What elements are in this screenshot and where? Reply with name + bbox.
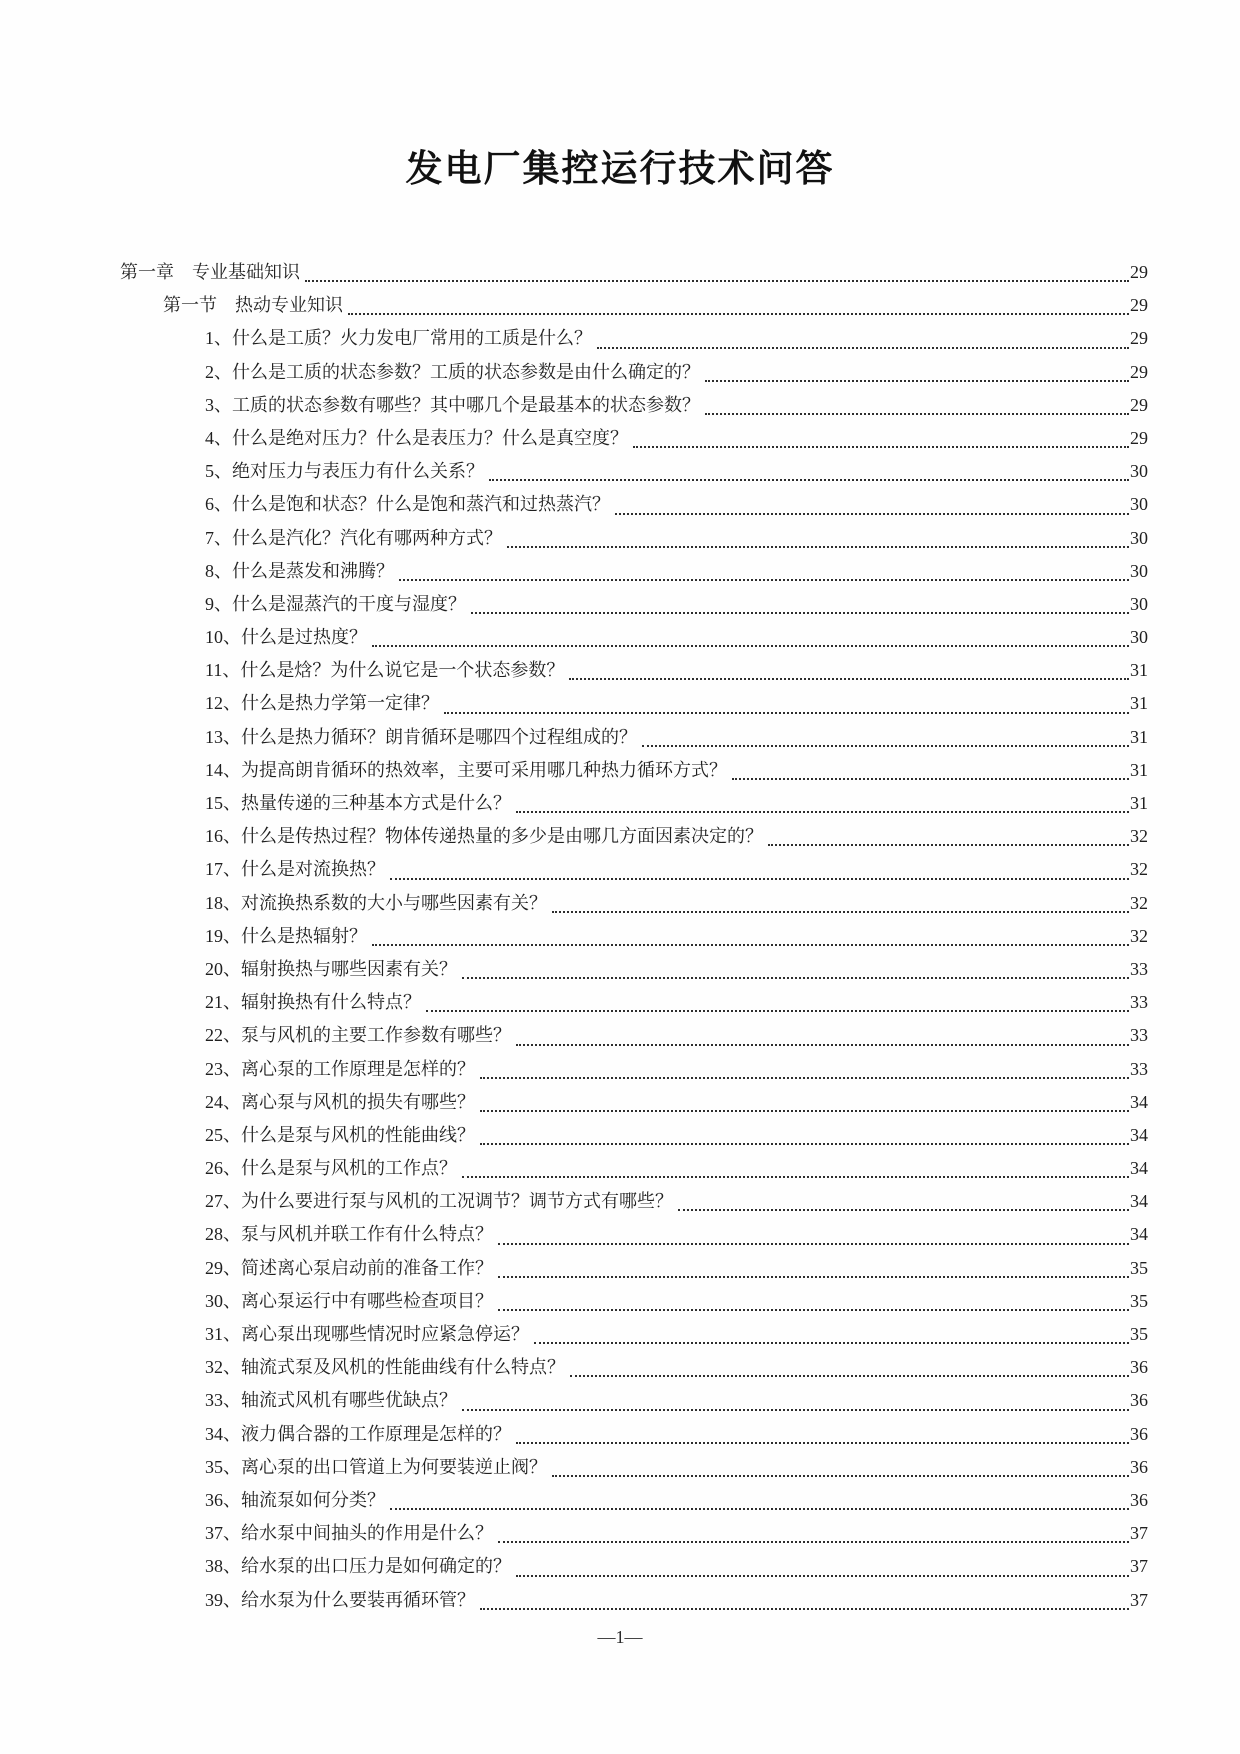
toc-entry-number: 10、: [205, 627, 241, 648]
toc-entry[interactable]: [120, 654, 1148, 687]
toc-entry-title: 离心泵的工作原理是怎样的？: [241, 1058, 475, 1079]
dot-leader: [399, 579, 1129, 581]
toc-entry-number: 17、: [205, 859, 241, 880]
dot-leader: [480, 1077, 1129, 1079]
dot-leader: [597, 347, 1129, 349]
toc-entry[interactable]: [120, 389, 1148, 422]
dot-leader: [390, 1508, 1129, 1510]
toc-entry[interactable]: [120, 687, 1148, 720]
toc-page-number: 29: [1130, 295, 1148, 316]
toc-entry[interactable]: [120, 853, 1148, 886]
toc-entry-number: 28、: [205, 1224, 241, 1245]
toc-page-number: 35: [1130, 1290, 1148, 1311]
dot-leader: [498, 1276, 1129, 1278]
toc-entry-number: 26、: [205, 1158, 241, 1179]
dot-leader: [516, 1044, 1129, 1046]
dot-leader: [552, 1475, 1129, 1477]
toc-entry[interactable]: [120, 1318, 1148, 1351]
toc-entry-number: 30、: [205, 1290, 241, 1311]
toc-page-number: 37: [1130, 1523, 1148, 1544]
toc-entry-number: 22、: [205, 1025, 241, 1046]
toc-entry-title: 什么是绝对压力？什么是表压力？什么是真空度？: [232, 427, 628, 448]
toc-entry-title: 轴流式风机有哪些优缺点？: [241, 1390, 457, 1411]
toc-entry[interactable]: [120, 1351, 1148, 1384]
toc-entry-number: 6、: [205, 494, 232, 515]
toc-entry-number: 35、: [205, 1456, 241, 1477]
toc-entry[interactable]: [120, 356, 1148, 389]
dot-leader: [305, 280, 1129, 282]
toc-page-number: 36: [1130, 1357, 1148, 1378]
toc-entry-title: 什么是汽化？汽化有哪两种方式？: [232, 527, 502, 548]
dot-leader: [516, 1442, 1129, 1444]
toc-entry-title: 给水泵的出口压力是如何确定的？: [241, 1556, 511, 1577]
toc-entry-title: 对流换热系数的大小与哪些因素有关？: [241, 892, 547, 913]
toc-entry[interactable]: [120, 1584, 1148, 1617]
toc-page-number: 32: [1130, 859, 1148, 880]
toc-page-number: 36: [1130, 1423, 1148, 1444]
toc-entry-title: 为什么要进行泵与风机的工况调节？调节方式有哪些？: [241, 1191, 673, 1212]
toc-page-number: 29: [1130, 361, 1148, 382]
toc-entry[interactable]: [120, 1152, 1148, 1185]
toc-entry-number: 24、: [205, 1091, 241, 1112]
toc-page-number: 34: [1130, 1191, 1148, 1212]
toc-entry[interactable]: [120, 1053, 1148, 1086]
toc-entry-title: 离心泵的出口管道上为何要装逆止阀？: [241, 1456, 547, 1477]
toc-entry-title: 轴流式泵及风机的性能曲线有什么特点？: [241, 1357, 565, 1378]
dot-leader: [348, 313, 1129, 315]
toc-entry[interactable]: [120, 1185, 1148, 1218]
toc-entry-number: 23、: [205, 1058, 241, 1079]
toc-entry[interactable]: [120, 555, 1148, 588]
toc-entry-number: 1、: [205, 328, 232, 349]
toc-entry-title: 什么是焓？为什么说它是一个状态参数？: [240, 660, 565, 681]
toc-entry-number: 20、: [205, 958, 241, 979]
dot-leader: [768, 844, 1129, 846]
toc-page-number: 30: [1130, 593, 1148, 614]
toc-entry-title: 专业基础知识: [192, 262, 300, 282]
toc-entry[interactable]: [120, 588, 1148, 621]
toc-entry-number: 25、: [205, 1124, 241, 1145]
dot-leader: [570, 1375, 1129, 1377]
toc-entry[interactable]: [120, 1418, 1148, 1451]
toc-entry[interactable]: [120, 289, 1148, 322]
toc-page-number: 34: [1130, 1158, 1148, 1179]
dot-leader: [633, 446, 1129, 448]
dot-leader: [498, 1309, 1129, 1311]
toc-entry-title: 离心泵与风机的损失有哪些？: [241, 1091, 475, 1112]
dot-leader: [569, 678, 1129, 680]
toc-entry-title: 辐射换热与哪些因素有关？: [241, 958, 457, 979]
toc-entry[interactable]: [120, 1119, 1148, 1152]
toc-entry-number: 2、: [205, 361, 232, 382]
toc-entry-number: 14、: [205, 759, 241, 780]
toc-entry-number: 第一节: [163, 295, 217, 316]
toc-entry-number: 5、: [205, 461, 232, 482]
toc-page-number: 29: [1130, 427, 1148, 448]
dot-leader: [372, 645, 1129, 647]
toc-entry[interactable]: [120, 986, 1148, 1019]
toc-entry-title: 什么是湿蒸汽的干度与湿度？: [232, 593, 466, 614]
toc-entry[interactable]: [120, 1517, 1148, 1550]
dot-leader: [426, 1010, 1129, 1012]
toc-entry-number: 27、: [205, 1191, 241, 1212]
toc-entry[interactable]: [120, 488, 1148, 521]
toc-entry[interactable]: [120, 1252, 1148, 1285]
toc-entry-title: 什么是传热过程？物体传递热量的多少是由哪几方面因素决定的？: [241, 826, 763, 847]
toc-entry-title: 什么是热力循环？朗肯循环是哪四个过程组成的？: [241, 726, 637, 747]
toc-entry-number: 34、: [205, 1423, 241, 1444]
toc-list: [120, 256, 1148, 1617]
toc-entry-title: 泵与风机的主要工作参数有哪些？: [241, 1025, 511, 1046]
dot-leader: [498, 1541, 1129, 1543]
toc-entry-number: 7、: [205, 527, 232, 548]
toc-entry-number: 11、: [205, 660, 241, 681]
toc-entry-title: 热动专业知识: [235, 295, 343, 316]
toc-entry[interactable]: [120, 787, 1148, 820]
toc-entry-number: 第一章: [120, 262, 174, 282]
toc-entry-number: 38、: [205, 1556, 241, 1577]
toc-entry[interactable]: [120, 1550, 1148, 1583]
toc-entry[interactable]: [120, 1451, 1148, 1484]
toc-entry[interactable]: [120, 953, 1148, 986]
toc-entry[interactable]: [120, 522, 1148, 555]
toc-page-number: 32: [1130, 892, 1148, 913]
toc-page-number: 31: [1130, 726, 1148, 747]
toc-entry-number: 4、: [205, 427, 232, 448]
document-title: 发电厂集控运行技术问答: [405, 149, 835, 190]
toc-entry-title: 什么是泵与风机的工作点？: [241, 1158, 457, 1179]
dot-leader: [444, 712, 1129, 714]
toc-entry-title: 绝对压力与表压力有什么关系？: [232, 461, 484, 482]
toc-entry[interactable]: [120, 455, 1148, 488]
toc-entry[interactable]: [120, 322, 1148, 355]
dot-leader: [480, 1608, 1129, 1610]
toc-page-number: 37: [1130, 1589, 1148, 1610]
toc-page-number: 34: [1130, 1091, 1148, 1112]
toc-entry-number: 3、: [205, 394, 232, 415]
toc-page-number: 36: [1130, 1456, 1148, 1477]
toc-entry-title: 什么是蒸发和沸腾？: [232, 560, 394, 581]
toc-page-number: 35: [1130, 1257, 1148, 1278]
toc-entry[interactable]: [120, 1019, 1148, 1052]
toc-page-number: 30: [1130, 461, 1148, 482]
toc-entry-title: 什么是热辐射？: [241, 925, 367, 946]
toc-entry[interactable]: [120, 256, 1148, 289]
dot-leader: [516, 1575, 1129, 1577]
toc-page-number: 30: [1130, 494, 1148, 515]
toc-page-number: 32: [1130, 826, 1148, 847]
toc-entry-title: 轴流泵如何分类？: [241, 1489, 385, 1510]
toc-entry-title: 液力偶合器的工作原理是怎样的？: [241, 1423, 511, 1444]
dot-leader: [462, 977, 1129, 979]
toc-entry[interactable]: [120, 422, 1148, 455]
dot-leader: [705, 413, 1129, 415]
toc-entry-title: 泵与风机并联工作有什么特点？: [241, 1224, 493, 1245]
toc-entry-title: 辐射换热有什么特点？: [241, 992, 421, 1013]
toc-entry-number: 13、: [205, 726, 241, 747]
toc-entry[interactable]: [120, 1484, 1148, 1517]
page-number-footer: —1—: [597, 1626, 643, 1647]
dot-leader: [462, 1409, 1129, 1411]
dot-leader: [471, 612, 1129, 614]
toc-entry[interactable]: [120, 1086, 1148, 1119]
toc-entry-title: 什么是热力学第一定律？: [241, 693, 439, 714]
toc-entry-number: 19、: [205, 925, 241, 946]
toc-entry[interactable]: [120, 1218, 1148, 1251]
toc-entry-title: 什么是对流换热？: [241, 859, 385, 880]
toc-entry-title: 什么是工质？火力发电厂常用的工质是什么？: [232, 328, 592, 349]
toc-entry-title: 什么是过热度？: [241, 627, 367, 648]
toc-page-number: 37: [1130, 1556, 1148, 1577]
toc-entry-title: 热量传递的三种基本方式是什么？: [241, 793, 511, 813]
dot-leader: [498, 1243, 1129, 1245]
toc-entry-number: 32、: [205, 1357, 241, 1378]
toc-page-number: 35: [1130, 1324, 1148, 1344]
dot-leader: [705, 380, 1129, 382]
toc-entry-title: 为提高朗肯循环的热效率，主要可采用哪几种热力循环方式？: [241, 759, 727, 780]
toc-page-number: 29: [1130, 262, 1148, 282]
toc-page-number: 30: [1130, 560, 1148, 581]
dot-leader: [480, 1143, 1129, 1145]
toc-entry[interactable]: [120, 1285, 1148, 1318]
dot-leader: [372, 944, 1129, 946]
dot-leader: [642, 745, 1129, 747]
toc-entry-number: 9、: [205, 593, 232, 614]
toc-page-number: 34: [1130, 1224, 1148, 1245]
toc-page-number: 31: [1130, 759, 1148, 780]
toc-entry-title: 离心泵运行中有哪些检查项目？: [241, 1290, 493, 1311]
toc-entry[interactable]: [120, 1384, 1148, 1417]
toc-entry-number: 39、: [205, 1589, 241, 1610]
toc-page-number: 33: [1130, 958, 1148, 979]
toc-entry[interactable]: [120, 887, 1148, 920]
toc-page-number: 30: [1130, 627, 1148, 648]
toc-entry[interactable]: [120, 721, 1148, 754]
dot-leader: [507, 546, 1129, 548]
toc-entry-number: 33、: [205, 1390, 241, 1411]
dot-leader: [534, 1342, 1129, 1344]
toc-entry-number: 36、: [205, 1489, 241, 1510]
toc-page-number: 31: [1130, 793, 1148, 813]
dot-leader: [462, 1176, 1129, 1178]
toc-entry-title: 什么是饱和状态？什么是饱和蒸汽和过热蒸汽？: [232, 494, 610, 515]
toc-entry-number: 15、: [205, 793, 241, 813]
toc-page-number: 29: [1130, 394, 1148, 415]
dot-leader: [516, 811, 1129, 813]
toc-entry-title: 给水泵为什么要装再循环管？: [241, 1589, 475, 1610]
toc-entry-number: 29、: [205, 1257, 241, 1278]
toc-entry-number: 12、: [205, 693, 241, 714]
toc-entry-title: 离心泵出现哪些情况时应紧急停运？: [241, 1324, 529, 1344]
toc-page-number: 29: [1130, 328, 1148, 349]
toc-entry-number: 21、: [205, 992, 241, 1013]
toc-page-number: 33: [1130, 1058, 1148, 1079]
toc-page-number: 30: [1130, 527, 1148, 548]
dot-leader: [489, 479, 1129, 481]
dot-leader: [732, 778, 1129, 780]
dot-leader: [678, 1209, 1129, 1211]
toc-entry-title: 给水泵中间抽头的作用是什么？: [241, 1523, 493, 1544]
toc-entry[interactable]: [120, 920, 1148, 953]
dot-leader: [480, 1110, 1129, 1112]
toc-page-number: 31: [1130, 660, 1148, 681]
toc-page-number: 34: [1130, 1124, 1148, 1145]
toc-entry-title: 工质的状态参数有哪些？其中哪几个是最基本的状态参数？: [232, 394, 700, 415]
toc-entry-title: 什么是工质的状态参数？工质的状态参数是由什么确定的？: [232, 361, 700, 382]
toc-page-number: 32: [1130, 925, 1148, 946]
toc-page-number: 36: [1130, 1390, 1148, 1411]
toc-entry-number: 37、: [205, 1523, 241, 1544]
dot-leader: [390, 878, 1129, 880]
toc-page-number: 36: [1130, 1489, 1148, 1510]
toc-entry-title: 简述离心泵启动前的准备工作？: [241, 1257, 493, 1278]
toc-page-number: 33: [1130, 1025, 1148, 1046]
dot-leader: [552, 911, 1129, 913]
dot-leader: [615, 513, 1129, 515]
toc-entry-number: 8、: [205, 560, 232, 581]
toc-entry-number: 18、: [205, 892, 241, 913]
toc-entry[interactable]: [120, 754, 1148, 787]
toc-entry-number: 31、: [205, 1324, 241, 1344]
toc-page-number: 31: [1130, 693, 1148, 714]
toc-entry-number: 16、: [205, 826, 241, 847]
toc-entry[interactable]: [120, 820, 1148, 853]
toc-entry-title: 什么是泵与风机的性能曲线？: [241, 1124, 475, 1145]
toc-page-number: 33: [1130, 992, 1148, 1013]
toc-entry[interactable]: [120, 621, 1148, 654]
